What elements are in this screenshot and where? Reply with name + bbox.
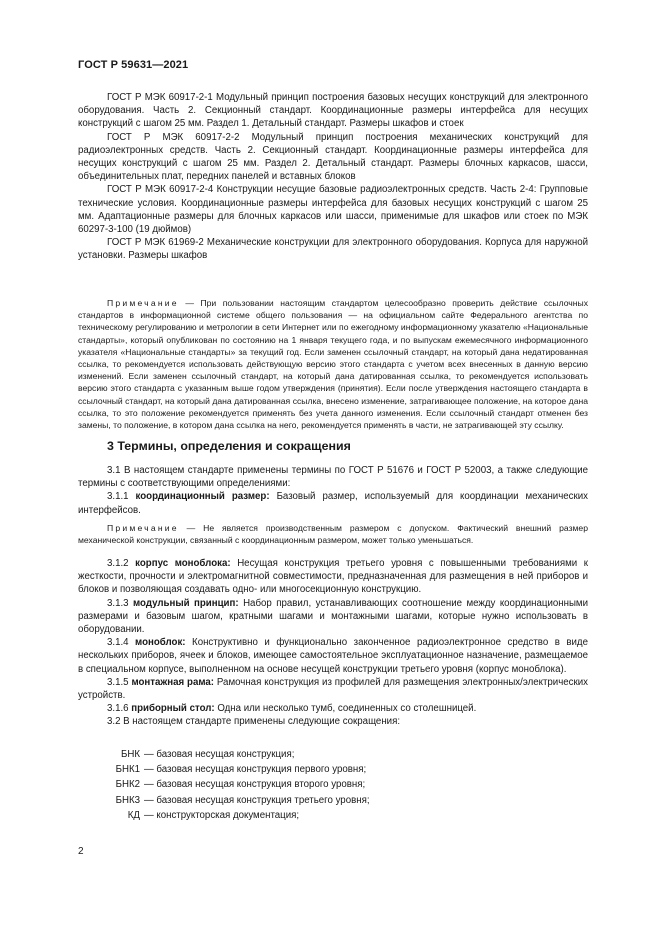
section-title: 3 Термины, определения и сокращения [107,439,351,453]
clause-3-2: 3.2 В настоящем стандарте применены следующие сокращения: [107,716,401,728]
abbreviation-row: БНК — базовая несущая конструкция; [121,749,295,760]
note-text: — При пользовании настоящим стандартом целесообразно проверить действие ссылочных стандартов в информационной системе общего пользования — на официальном сайте Федерального агентства по техническому регулированию и метрологии в сети Интернет или по ежегодному информационному указателю «Национальные стандарты», который опубликован по состоянию на 1 января текущего года, и по выпускам ежемесячного информационного указателя «Национальные стандарты» за текущий год. Если заменен ссылочный стандарт, на который дана недатированная ссылка, то рекомендуется использовать действующую версию этого стандарта с учетом всех внесенных в данную версию изменений. Если заменен ссылочный стандарт, на который дана датированная ссылка, то рекомендуется использовать версию этого стандарта с указанным выше годом утверждения (принятия). Если после утверждения настоящего стандарта в ссылочный стандарт, на который дана датированная ссылка, внесено изменение, затрагивающее положение, на которое дана ссылка, то это положение рекомендуется применять без учета данного изменения. Если ссылочный стандарт отменен без замены, то положение, в котором дана ссылка на него, рекомендуется применять в части, не затрагивающей эту ссылку. [78,298,588,431]
clause-3-1-6: 3.1.6 приборный стол: Одна или несколько тумб, соединенных со столешницей. [107,703,477,715]
note-label: Примечание [107,523,179,533]
term: модульный принцип: [133,597,239,609]
note-text: — Не является производственным размером с допуском. Фактический внешний размер механической конструкции, связанный с координационным размером, может только уменьшаться. [78,523,588,546]
terms-continued [78,557,588,729]
document-header: ГОСТ Р 59631—2021 [78,59,189,71]
abbreviation-row: БНК3 — базовая несущая конструкция третьего уровня; [115,794,370,806]
references-note [78,297,588,431]
note-label: Примечание [107,298,179,308]
clause-3-1: 3.1 В настоящем стандарте применены термины по ГОСТ Р 51676 и ГОСТ Р 52003, а также следующие термины с соответствующими определениями: [78,465,588,490]
clause-3-1-3: 3.1.3 модульный принцип: Набор правил, устанавливающих соотношение между координационными размерами и базовым шагом, кратными шагами и монтажными шагами, которые нужно использовать в оборудовании. [78,597,588,636]
reference-item: ГОСТ Р МЭК 60917-2-4 Конструкции несущие базовые радиоэлектронных средств. Часть 2-4: Групповые технические условия. Координационные размеры интерфейса для базовых несущих конструкций с шагом 25 мм. Адаптационные размеры для блочных каркасов или шасси, применимые для шкафов или стоек по МЭК 60297-3-100 (19 дюймов) [78,184,588,236]
abbreviation-row: БНК1 — базовая несущая конструкция первого уровня; [115,764,367,776]
reference-item: ГОСТ Р МЭК 60917-2-1 Модульный принцип построения базовых несущих конструкций для электронного оборудования. Часть 2. Секционный стандарт. Координационные размеры интерфейса для несущих конструкций с шагом 25 мм. Раздел 1. Детальный стандарт. Размеры шкафов и стоек [78,92,588,130]
reference-item: ГОСТ Р МЭК 61969-2 Механические конструкции для электронного оборудования. Корпуса для наружной установки. Размеры шкафов [78,237,588,262]
clause-3-1-5: 3.1.5 монтажная рама: Рамочная конструкция из профилей для размещения электронных/электрических устройств. [78,676,588,702]
normative-references [78,91,588,263]
term: монтажная рама: [131,676,215,688]
reference-item: ГОСТ Р МЭК 60917-2-2 Модульный принцип построения механических конструкций для радиоэлектронных средств. Часть 2. Секционный стандарт. Координационные размеры интерфейса для несущих конструкций с шагом 25 мм. Раздел 2. Детальный стандарт. Размеры блочных каркасов, шасси, объединительных плат, передних панелей и вставных блоков [78,131,588,183]
clause-3-1-2: 3.1.2 корпус моноблока: Несущая конструкция третьего уровня с повышенными требованиями к жесткости, прочности и электромагнитной совместимости, предназначенная для размещения в ней приборов и блоков и позволяющая создавать одно- или многосекционную конструкцию. [78,558,588,596]
page-number: 2 [78,846,84,857]
abbreviation-row: КД — конструкторская документация; [127,809,300,821]
abbreviation-row: БНК2 — базовая несущая конструкция второго уровня; [115,779,366,791]
term: корпус моноблока: [135,558,231,569]
term: моноблок: [135,637,186,649]
terms-section [78,464,588,517]
term-note [78,522,588,546]
term: координационный размер: [135,491,270,503]
clause-3-1-4: 3.1.4 моноблок: Конструктивно и функционально законченное радиоэлектронное средство в виде нескольких приборов, ячеек и блоков, имеющее самостоятельное эксплуатационное назначение, размещаемое в специальном корпусе, выполненном на основе несущей конструкции третьего уровня (корпус моноблока). [78,637,588,675]
abbreviations-list [80,747,580,823]
clause-3-1-1: 3.1.1 координационный размер: Базовый размер, используемый для координации механических интерфейсов. [78,491,588,516]
term: приборный стол: [131,703,215,715]
